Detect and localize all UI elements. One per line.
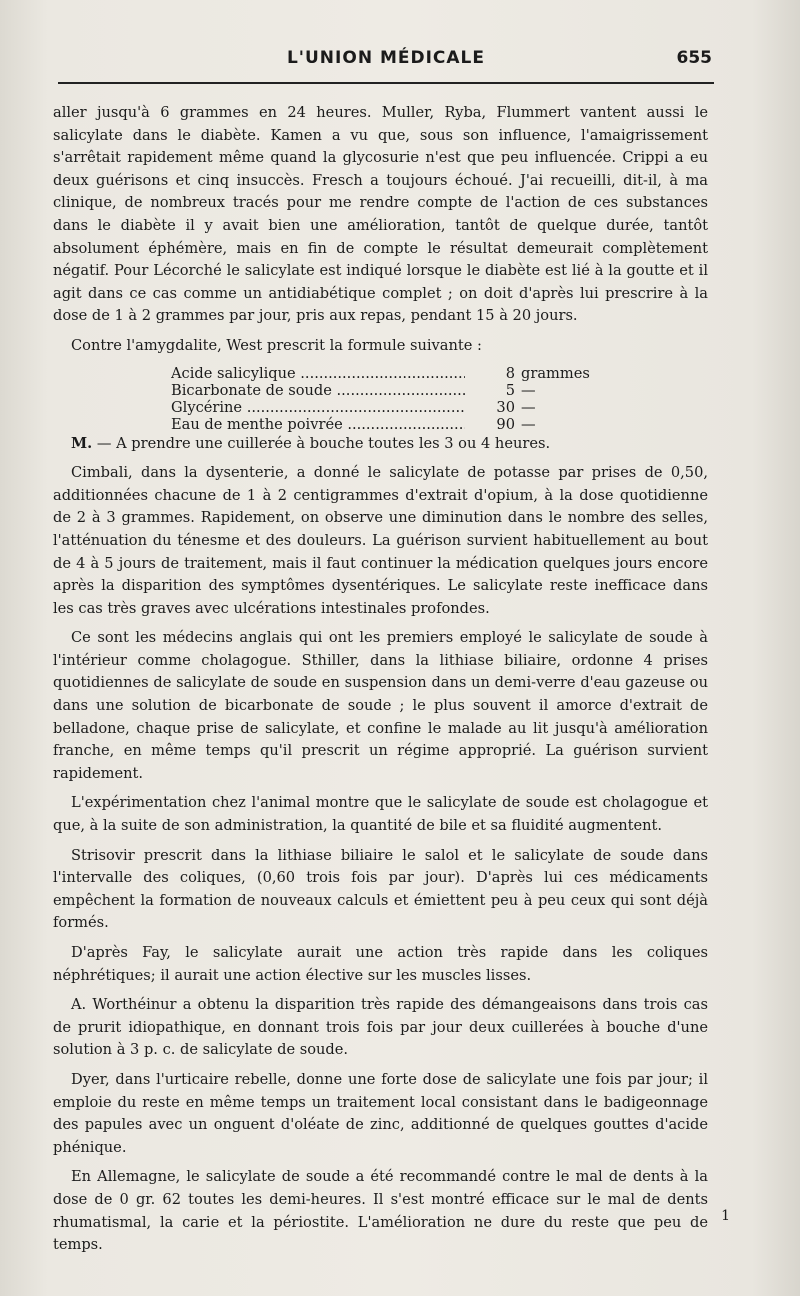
ingredient-quantity: 8 bbox=[505, 364, 515, 382]
ingredient-unit: — bbox=[521, 398, 536, 416]
paragraph-dysentery: Cimbali, dans la dysenterie, a donné le salicylate de potasse par prises de 0,50, additionnées chacune de 1 à 2 centigrammes d'extrait d'opium, à la dose quotidienne de 2 à 3 grammes. Rapidement, on observe une diminution dans le nombre des selles, l'atténuation du ténesme et des douleurs. La guérison survient habituellement au bout de 4 à 5 jours de traitement, mais il faut continuer la médication quelques jours encore après la disparition des symptômes dysentériques. Le salicylate reste inefficace dans les cas très graves avec ulcérations intestinales profondes. bbox=[53, 464, 708, 617]
ingredient-unit: — bbox=[521, 381, 536, 399]
paragraph-prurit: A. Worthéinur a obtenu la disparition très rapide des démangeaisons dans trois cas de prurit idiopathique, en donnant trois fois par jour deux cuillerées à bouche d'une solution à 3 p. c. de salicylate de soude. bbox=[53, 996, 708, 1059]
formula-row bbox=[171, 399, 591, 416]
article-body bbox=[53, 102, 708, 1264]
paragraph-experimentation: L'expérimentation chez l'animal montre que le salicylate de soude est cholagogue et que, à la suite de son administration, la quantité de bile et sa fluidité augmentent. bbox=[53, 794, 708, 835]
ingredient-name: Eau de menthe poivrée ..... bbox=[171, 416, 465, 433]
posology-label: M. bbox=[71, 434, 93, 452]
paragraph-diabetes: aller jusqu'à 6 grammes en 24 heures. Muller, Ryba, Flummert vantent aussi le salicylate dans le diabète. Kamen a vu que, sous son influence, l'amaigrissement s'arrêtait rapidement même quand la glycosurie n'est que peu influencée. Crippi a eu deux guérisons et cinq insuccès. Fresch a toujours échoué. J'ai recueilli, dit-il, à ma clinique, de nombreux tracés pour me rendre compte de l'action de ces substances dans le diabète il y avait bien une amélioration, tantôt de quelque durée, tantôt absolument éphémère, mais en fin de compte le résultat demeurait complètement négatif. Pour Lécorché le salicylate est indiqué lorsque le diabète est lié à la goutte et il agit dans ce cas comme un antidiabétique complet ; on doit d'après lui prescrire à la dose de 1 à 2 grammes par jour, pris aux repas, pendant 15 à 20 jours. bbox=[53, 104, 708, 325]
ingredient-unit: grammes bbox=[521, 364, 590, 382]
ingredient-unit: — bbox=[521, 415, 536, 433]
margin-mark: 1 bbox=[721, 1208, 730, 1224]
formula-row bbox=[171, 416, 591, 433]
paragraph-fay: D'après Fay, le salicylate aurait une action très rapide dans les coliques néphrétiques; il aurait une action élective sur les muscles lisses. bbox=[53, 944, 708, 984]
posology-text: — A prendre une cuillerée à bouche toutes les 3 ou 4 heures. bbox=[96, 434, 551, 452]
ingredient-quantity: 5 bbox=[505, 381, 515, 399]
page-number: 655 bbox=[676, 48, 712, 68]
ingredient-name: Acide salicylique ..... bbox=[171, 365, 465, 382]
page-header bbox=[60, 46, 712, 74]
formula-row bbox=[171, 382, 591, 399]
formula-row bbox=[171, 365, 591, 382]
ingredient-name: Glycérine ..... bbox=[171, 399, 465, 416]
ingredient-quantity: 30 bbox=[496, 398, 515, 416]
paragraph-strisovir: Strisovir prescrit dans la lithiase biliaire le salol et le salicylate de soude dans l'intervalle des coliques, (0,60 trois fois par jour). D'après lui ces médicaments empêchent la formation de nouveaux calculs et émiettent peu à peu ceux qui sont déjà formés. bbox=[53, 846, 708, 932]
prescription-formula bbox=[171, 365, 591, 433]
posology-line bbox=[53, 433, 708, 456]
paragraph-formula-intro: Contre l'amygdalite, West prescrit la formule suivante : bbox=[71, 336, 482, 354]
journal-title: L'UNION MÉDICALE bbox=[286, 48, 486, 68]
paragraph-cholagogue: Ce sont les médecins anglais qui ont les premiers employé le salicylate de soude à l'intérieur comme cholagogue. Sthiller, dans la lithiase biliaire, ordonne 4 prises quotidiennes de salicylate de soude en suspension dans un demi-verre d'eau gazeuse ou dans une solution de bicarbonate de soude ; le plus souvent il amorce d'extrait de belladone, chaque prise de salicylate, et confine le malade au lit jusqu'à amélioration franche, en même temps qu'il prescrit un régime approprié. La guérison survient rapidement. bbox=[53, 629, 708, 782]
paragraph-urticaire: Dyer, dans l'urticaire rebelle, donne une forte dose de salicylate une fois par jour; il emploie du reste en même temps un traitement local consistant dans le badigeonnage des papules avec un onguent d'oléate de zinc, additionné de quelques gouttes d'acide phénique. bbox=[53, 1070, 708, 1156]
ingredient-name: Bicarbonate de soude ..... bbox=[171, 382, 465, 399]
ingredient-quantity: 90 bbox=[496, 415, 515, 433]
header-rule bbox=[58, 82, 714, 84]
paragraph-mal-de-dents: En Allemagne, le salicylate de soude a été recommandé contre le mal de dents à la dose de 0 gr. 62 toutes les demi-heures. Il s'est montré efficace sur le mal de dents rhumatismal, la carie et la périostite. L'amélioration ne dure du reste que peu de temps. bbox=[53, 1168, 708, 1254]
